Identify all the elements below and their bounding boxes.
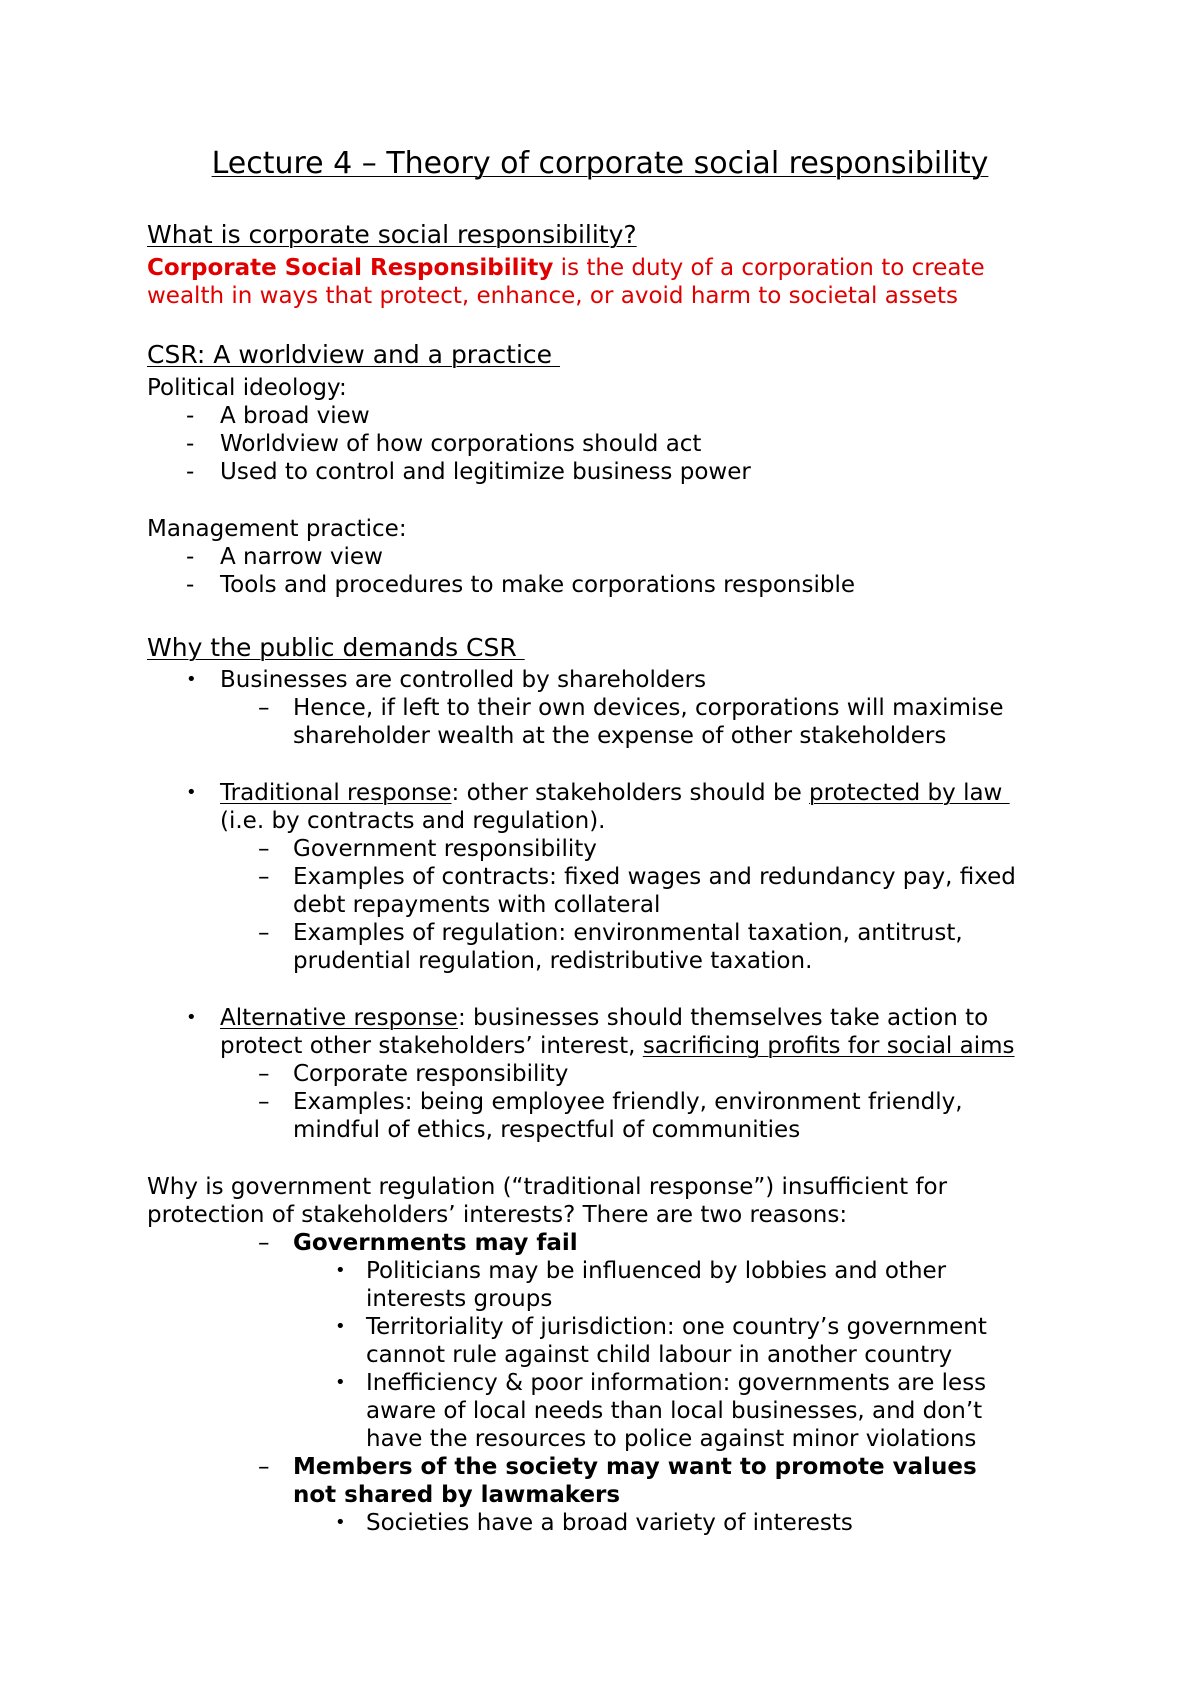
section-heading-worldview-practice: CSR: A worldview and a practice <box>147 340 560 369</box>
endash-marker: – <box>258 1230 270 1256</box>
alternative-response-label: Alternative response <box>220 1005 458 1031</box>
endash-marker: – <box>258 864 270 890</box>
traditional-response-text: : other stakeholders should be <box>451 780 810 806</box>
dash-marker: - <box>186 572 195 598</box>
list-item: A narrow view <box>220 544 383 570</box>
traditional-response-line-2: (i.e. by contracts and regulation). <box>220 808 606 834</box>
sub-point-line: Societies have a broad variety of interests <box>366 1510 853 1536</box>
sub-point-line: Politicians may be influenced by lobbies and other <box>366 1258 947 1284</box>
dash-marker: - <box>186 431 195 457</box>
sub-item-line: mindful of ethics, respectful of communities <box>293 1117 801 1143</box>
sub-item-line: Hence, if left to their own devices, corporations will maximise <box>293 695 1004 721</box>
management-practice-label: Management practice: <box>147 516 407 542</box>
sub-point-line: Inefficiency & poor information: governments are less <box>366 1370 987 1396</box>
endash-marker: – <box>258 695 270 721</box>
bullet-marker: • <box>186 1007 197 1028</box>
question-line-2: protection of stakeholders’ interests? There are two reasons: <box>147 1202 848 1228</box>
csr-term: Corporate Social Responsibility <box>147 255 554 281</box>
traditional-response-line-1 <box>220 779 1010 807</box>
sub-point-line: aware of local needs than local businesses, and don’t <box>366 1398 983 1424</box>
traditional-response-label: Traditional response <box>220 780 452 806</box>
reason-members-of-society-line-2: not shared by lawmakers <box>293 1482 621 1508</box>
sub-point-line: interests groups <box>366 1286 553 1312</box>
list-item: A broad view <box>220 403 370 429</box>
list-item: Worldview of how corporations should act <box>220 431 702 457</box>
sub-item-line: Government responsibility <box>293 836 597 862</box>
alternative-response-line-1 <box>220 1004 988 1032</box>
endash-marker: – <box>258 836 270 862</box>
dash-marker: - <box>186 459 195 485</box>
sub-item-line: debt repayments with collateral <box>293 892 661 918</box>
endash-marker: – <box>258 1089 270 1115</box>
list-item: Used to control and legitimize business power <box>220 459 751 485</box>
list-item: Businesses are controlled by shareholders <box>220 667 707 693</box>
page-title: Lecture 4 – Theory of corporate social responsibility <box>211 146 989 181</box>
csr-definition-line-1 <box>147 254 985 282</box>
sub-item-line: shareholder wealth at the expense of other stakeholders <box>293 723 947 749</box>
endash-marker: – <box>258 920 270 946</box>
bullet-marker: • <box>186 669 197 690</box>
section-heading-why-public-demands: Why the public demands CSR <box>147 633 525 662</box>
reason-governments-may-fail: Governments may fail <box>293 1230 578 1256</box>
alternative-response-text-2: protect other stakeholders’ interest, <box>220 1033 643 1059</box>
sub-item-line: prudential regulation, redistributive taxation. <box>293 948 813 974</box>
bullet-marker: • <box>186 782 197 803</box>
sub-item-line: Examples: being employee friendly, environment friendly, <box>293 1089 963 1115</box>
endash-marker: – <box>258 1061 270 1087</box>
bullet-marker: • <box>335 1512 346 1533</box>
question-line-1: Why is government regulation (“traditional response”) insufficient for <box>147 1174 948 1200</box>
sacrificing-profits-text: sacrificing profits for social aims <box>642 1033 1015 1059</box>
bullet-marker: • <box>335 1260 346 1281</box>
sub-item-line: Examples of contracts: fixed wages and redundancy pay, fixed <box>293 864 1016 890</box>
csr-definition-text: is the duty of a corporation to create <box>553 255 985 281</box>
alternative-response-line-2 <box>220 1032 1015 1060</box>
sub-point-line: Territoriality of jurisdiction: one country’s government <box>366 1314 987 1340</box>
alternative-response-text: : businesses should themselves take action to <box>457 1005 989 1031</box>
dash-marker: - <box>186 544 195 570</box>
sub-point-line: have the resources to police against minor violations <box>366 1426 977 1452</box>
endash-marker: – <box>258 1454 270 1480</box>
reason-members-of-society-line-1: Members of the society may want to promote values <box>293 1454 977 1480</box>
sub-point-line: cannot rule against child labour in another country <box>366 1342 953 1368</box>
bullet-marker: • <box>335 1316 346 1337</box>
csr-definition-line-2: wealth in ways that protect, enhance, or avoid harm to societal assets <box>147 283 958 309</box>
sub-item-line: Examples of regulation: environmental taxation, antitrust, <box>293 920 963 946</box>
sub-item-line: Corporate responsibility <box>293 1061 569 1087</box>
protected-by-law-text: protected by law <box>809 780 1010 806</box>
section-heading-what-is-csr: What is corporate social responsibility? <box>147 220 637 249</box>
bullet-marker: • <box>335 1372 346 1393</box>
political-ideology-label: Political ideology: <box>147 375 347 401</box>
list-item: Tools and procedures to make corporations responsible <box>220 572 855 598</box>
dash-marker: - <box>186 403 195 429</box>
